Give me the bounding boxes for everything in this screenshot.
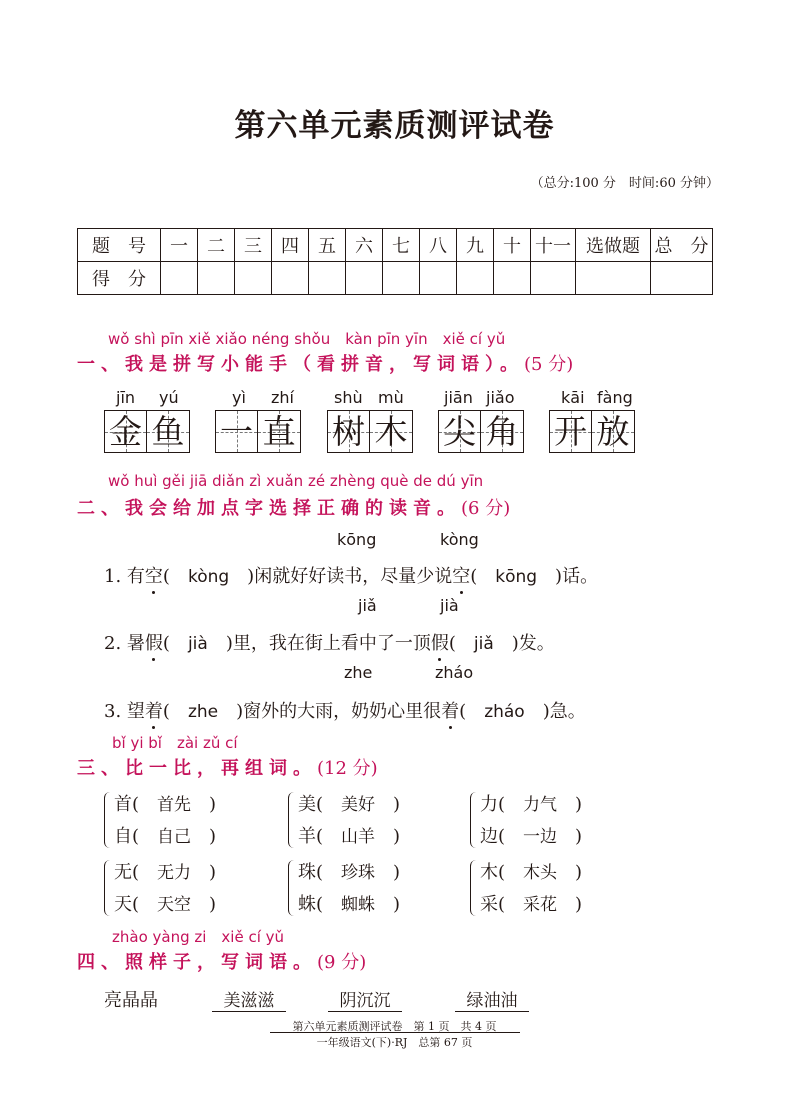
- writing-grid-3: [327, 410, 413, 453]
- writing-grid-5: [549, 410, 635, 453]
- char-box[interactable]: 直: [258, 410, 301, 453]
- answer[interactable]: jià: [187, 634, 208, 654]
- s1-py: jiǎo: [486, 388, 515, 407]
- answer[interactable]: 木头: [523, 863, 558, 883]
- word-pair: 美( 美好 ) 羊( 山羊 ): [288, 790, 428, 850]
- char-box[interactable]: 鱼: [147, 410, 190, 453]
- page-title: 第六单元素质测评试卷: [234, 108, 555, 144]
- char-box[interactable]: 角: [481, 410, 524, 453]
- exam-meta: （总分:100 分 时间:60 分钟）: [530, 176, 719, 191]
- s3-heading: [77, 754, 378, 780]
- score-head: 十: [494, 229, 531, 262]
- score-head: 九: [457, 229, 494, 262]
- s4-heading: [77, 948, 366, 974]
- writing-grid-2: [215, 410, 301, 453]
- question-3: 3. 望着( zhe )窗外的大雨，奶奶心里很着( zháo )急。: [104, 701, 586, 722]
- s3-heading-text: 三、比一比，再组词。: [77, 758, 317, 779]
- score-cell[interactable]: [494, 262, 531, 295]
- score-cell[interactable]: [235, 262, 272, 295]
- char-box[interactable]: 放: [592, 410, 635, 453]
- char-box[interactable]: 金: [104, 410, 147, 453]
- answer[interactable]: 一边: [523, 827, 558, 847]
- answer[interactable]: 首先: [157, 795, 192, 815]
- score-head: 一: [161, 229, 198, 262]
- score-cell[interactable]: [198, 262, 235, 295]
- writing-grid-1: [104, 410, 190, 453]
- s4-answer-2[interactable]: 阴沉沉: [328, 986, 402, 1012]
- score-cell[interactable]: [309, 262, 346, 295]
- char-box[interactable]: 开: [549, 410, 592, 453]
- score-label-question: 题 号: [78, 229, 161, 262]
- score-label-score: 得 分: [78, 262, 161, 295]
- question-1: 1. 有空( kòng )闲就好好读书，尽量少说空( kōng )话。: [104, 566, 599, 587]
- answer[interactable]: 珍珠: [341, 863, 376, 883]
- s2-points: (6 分): [461, 498, 511, 519]
- score-cell[interactable]: [383, 262, 420, 295]
- score-head: 五: [309, 229, 346, 262]
- s3-pinyin: bǐ yi bǐ zài zǔ cí: [112, 734, 238, 752]
- option-pinyin: jiǎ: [358, 596, 377, 615]
- s1-py: yì: [232, 388, 246, 407]
- char-box[interactable]: 尖: [438, 410, 481, 453]
- s4-answer-1[interactable]: 美滋滋: [212, 986, 286, 1012]
- option-pinyin: kōng: [337, 530, 377, 549]
- s1-py: mù: [378, 388, 404, 407]
- s3-points: (12 分): [317, 758, 378, 779]
- answer[interactable]: zhe: [187, 702, 219, 722]
- score-head: 选做题: [576, 229, 651, 262]
- score-cell[interactable]: [420, 262, 457, 295]
- answer[interactable]: kòng: [187, 567, 230, 587]
- answer[interactable]: jiǎ: [473, 634, 494, 654]
- s1-py: shù: [334, 388, 363, 407]
- score-head: 二: [198, 229, 235, 262]
- s4-pinyin: zhào yàng zi xiě cí yǔ: [112, 928, 285, 946]
- writing-grid-4: [438, 410, 524, 453]
- score-head: 十一: [531, 229, 576, 262]
- question-2: 2. 暑假( jià )里，我在街上看中了一顶假( jiǎ )发。: [104, 633, 555, 654]
- char-box[interactable]: 木: [370, 410, 413, 453]
- s1-py: fàng: [597, 388, 633, 407]
- option-pinyin: zháo: [435, 663, 474, 682]
- answer[interactable]: 无力: [157, 863, 192, 883]
- score-cell[interactable]: [346, 262, 383, 295]
- s1-py: zhí: [271, 388, 294, 407]
- score-head: 七: [383, 229, 420, 262]
- s1-points: (5 分): [524, 354, 574, 375]
- answer[interactable]: kōng: [495, 567, 538, 587]
- footer-line-2: 一年级语文(下)·RJ 总第 67 页: [316, 1036, 473, 1049]
- word-pair: 木( 木头 ) 采( 采花 ): [470, 858, 610, 918]
- s1-pinyin: wǒ shì pīn xiě xiǎo néng shǒu kàn pīn yīn xiě cí yǔ: [108, 330, 506, 348]
- score-cell[interactable]: [531, 262, 576, 295]
- word-pair: 珠( 珍珠 ) 蛛( 蜘蛛 ): [288, 858, 428, 918]
- word-pair: 首( 首先 ) 自( 自己 ): [104, 790, 244, 850]
- score-cell[interactable]: [161, 262, 198, 295]
- s4-answer-3[interactable]: 绿油油: [455, 986, 529, 1012]
- score-head: 八: [420, 229, 457, 262]
- s1-heading-text: 一、我是拼写小能手（看拼音，写词语）。: [77, 354, 524, 375]
- s1-py: jīn: [116, 388, 136, 407]
- footer-divider: [270, 1032, 520, 1033]
- score-head: 四: [272, 229, 309, 262]
- answer[interactable]: zháo: [484, 702, 525, 722]
- score-cell[interactable]: [272, 262, 309, 295]
- char-box[interactable]: 一: [215, 410, 258, 453]
- s1-heading: [77, 350, 573, 376]
- answer[interactable]: 天空: [157, 895, 192, 915]
- s2-heading: [77, 494, 510, 520]
- option-pinyin: jià: [440, 596, 459, 615]
- s1-py: kāi: [561, 388, 585, 407]
- score-head: 总 分: [651, 229, 713, 262]
- score-cell[interactable]: [651, 262, 713, 295]
- s2-pinyin: wǒ huì gěi jiā diǎn zì xuǎn zé zhèng què de dú yīn: [108, 472, 484, 490]
- s4-example: 亮晶晶: [104, 990, 158, 1011]
- s2-heading-text: 二、我会给加点字选择正确的读音。: [77, 498, 461, 519]
- answer[interactable]: 自己: [157, 827, 192, 847]
- score-head: 三: [235, 229, 272, 262]
- option-pinyin: kòng: [440, 530, 479, 549]
- score-cell[interactable]: [457, 262, 494, 295]
- answer[interactable]: 美好: [341, 795, 376, 815]
- score-row: [78, 262, 713, 295]
- s1-py: jiān: [444, 388, 473, 407]
- footer-line-1: 第六单元素质测评试卷 第 1 页 共 4 页: [292, 1020, 497, 1033]
- word-pair: 无( 无力 ) 天( 天空 ): [104, 858, 244, 918]
- word-pair: 力( 力气 ) 边( 一边 ): [470, 790, 610, 850]
- s1-py: yú: [159, 388, 179, 407]
- s4-heading-text: 四、照样子，写词语。: [77, 952, 317, 973]
- score-head: 六: [346, 229, 383, 262]
- score-header-row: [78, 229, 713, 262]
- score-table: [77, 228, 713, 295]
- answer[interactable]: 蜘蛛: [341, 895, 376, 915]
- answer[interactable]: 采花: [523, 895, 558, 915]
- char-box[interactable]: 树: [327, 410, 370, 453]
- option-pinyin: zhe: [344, 663, 373, 682]
- answer[interactable]: 力气: [523, 795, 558, 815]
- s4-points: (9 分): [317, 952, 367, 973]
- score-cell[interactable]: [576, 262, 651, 295]
- answer[interactable]: 山羊: [341, 827, 376, 847]
